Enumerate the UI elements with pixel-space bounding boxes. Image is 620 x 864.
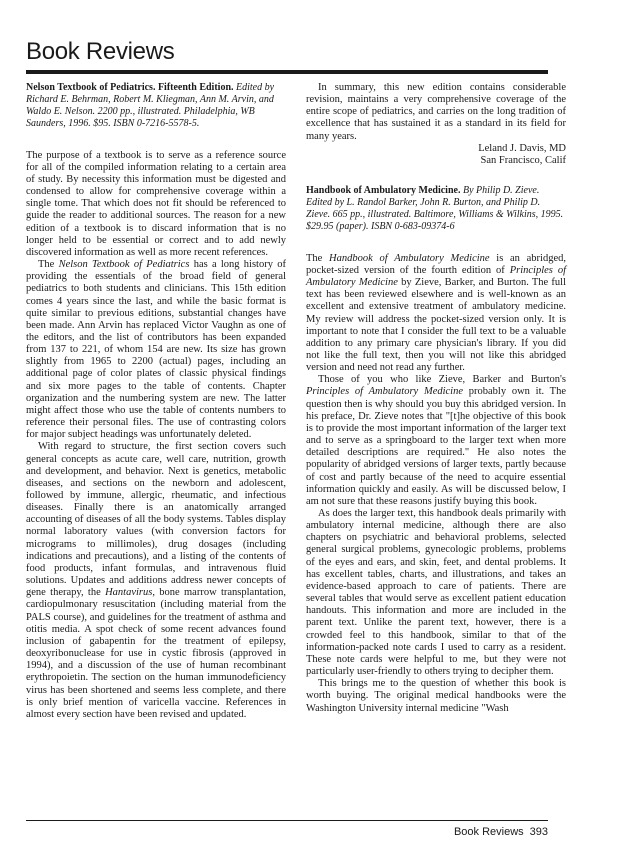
- reviewer-name: Leland J. Davis, MD: [478, 142, 566, 154]
- review-2-paragraph-1: The Handbook of Ambulatory Medicine is an abridged, pocket-sized version of the fourth edition of Principles of Ambulatory Medicine by Zieve, Barker, and Burton. The full text has been reviewed elsewhere and is well-known as an excellent and extensive treatment of ambulatory medicine. My review will address the pocket-sized version only. It is important to note that I consider the full text to be a valuable addition to any primary care physician's library. If you did not like the full text, then you will not like this abridged version and need not read any further.: [306, 252, 567, 374]
- review-2-paragraph-2: Those of you who like Zieve, Barker and Burton's Principles of Ambulatory Medicine probably own it. The question then is why should you buy this abridged version. In his preface, Dr. Zieve notes that "[t]he objective of this book is to provide the most important information of the larger text and to serve as a springboard to the larger text when more detailed descriptions are required." He also notes the popularity of abridged versions of larger texts, partly because of cost and partly because of the need to acquire essential information quickly and easily. As will be discussed below, I am not sure that these reasons justify buying this book.: [306, 374, 566, 507]
- review-1-paragraph-3: With regard to structure, the first section covers such general concepts as acute care, well care, nutrition, growth and development, and behavior. Next is genetics, metabolic diseases, and sections on the newborn and adolescent, followed by immune, allergic, rheumatic, and infectious diseases. Finally there is an anatomically arranged accounting of diseases of all the body systems. Tables display normal laboratory values (with conversion factors for micrograms to millimoles), drug dosages (including indications and precautions), and a listing of the contents of food products, infant formulas, and intravenous fluid solutions. Updates and additions address newer concepts of gene therapy, the Hantavirus, bone marrow transplantation, cardiopulmonary resuscitation (including material from the PALS course), and guidelines for the treatment of asthma and otitis media. A spot check of some recent advances found inclusion of gabapentin for the treatment of epilepsy, deoxyribonuclease for use in cystic fibrosis (approved in 1994), and a discussion of the use of human recombinant erythropoietin. The section on the human immunodeficiency virus has been shortened and seems less complete, and there is only brief mention of varicella vaccine. References in almost every section have been revised and updated.: [26, 441, 287, 720]
- review-1-paragraph-1: The purpose of a textbook is to serve as a reference source for all of the compiled information relating to a certain area of study. By necessity this information must be digested and condensed to allow for comprehensive coverage within a single tome. That which does not fit should be referenced to guide the reader to additional sources. The reason for a new edition of a textbook is to discard information that is no longer held to be essential or correct and to add newly discovered information as well as more recent references.: [26, 149, 286, 258]
- review-1-title: Nelson Textbook of Pediatrics. Fifteenth Edition.: [26, 82, 234, 93]
- review-1-paragraph-2: The Nelson Textbook of Pediatrics has a long history of providing the essentials of the broad field of general pediatrics to both students and clinicians. This 15th edition comes 4 years since the last, and while the basic format is quite similar to previous editions, substantial changes have been made. Ann Arvin has replaced Victor Vaughn as one of the editors, and the list of contributors has been expanded from 137 to 221, of whom 154 are new. Its size has grown slightly from 1965 to 2200 (actual) pages, including an additional page of color plates of classic physical findings and six more pages to the table of contents. Chapter organization and the numbering system are new. The latter might affect those who use the table of contents numbers to reference their personal files. The use of contrasting colors for major subject headings was unfortunately deleted.: [26, 259, 286, 441]
- section-title: Book Reviews: [26, 38, 175, 65]
- reviewer-location: San Francisco, Calif: [480, 154, 566, 166]
- column-right: [306, 82, 566, 715]
- column-left: [26, 82, 286, 721]
- page-number: 393: [529, 826, 548, 838]
- footer-rule: [26, 820, 548, 821]
- header-rule: [26, 70, 548, 74]
- review-2-paragraph-4: This brings me to the question of whether this book is worth buying. The original medical handbooks were the Washington University internal medicine "Wash: [306, 678, 566, 714]
- review-2-details: By Philip D. Zieve. Edited by L. Randol Barker, John R. Burton, and Philip D. Zieve. 665 pp., illustrated. Baltimore, Williams & Wilkins, 1995. $29.95 (paper). ISBN 0-683-09374-6: [306, 185, 564, 232]
- review-1-paragraph-4: In summary, this new edition contains considerable revision, maintains a very comprehensive coverage of the entire scope of pediatrics, and carries on the long tradition of excellence that has sustained it as a standard in its field for many years.: [306, 82, 566, 142]
- review-1-citation: [26, 82, 286, 130]
- footer-section-label: Book Reviews: [453, 826, 524, 838]
- review-2-citation: [306, 185, 566, 233]
- review-2-paragraph-3: As does the larger text, this handbook deals primarily with ambulatory internal medicine, although there are also chapters on psychiatric and behavioral problems, selected general surgical problems, gynecologic problems, problems of the eyes and ears, and skin, feet, and dental problems. It has excellent tables, charts, and illustrations, and takes an evidence-based approach to care of patients. There are several tables that would serve as excellent patient education handouts. This information and more are included in the parent text. Unlike the parent text, however, there is a crowded feel to this handbook, similar to that of the information-packed note cards I used to carry as a resident. These note cards were helpful to me, but they were not particularly user-friendly to others trying to decipher them.: [306, 508, 566, 678]
- page-footer: [26, 820, 548, 838]
- review-1-details: Edited by Richard E. Behrman, Robert M. Kliegman, Ann M. Arvin, and Waldo E. Nelson. 2200 pp., illustrated. Philadelphia, WB Saunders, 1996. $95. ISBN 0-7216-5578-5.: [26, 82, 275, 129]
- running-footer: [448, 826, 548, 838]
- review-2-title: Handbook of Ambulatory Medicine.: [306, 185, 461, 197]
